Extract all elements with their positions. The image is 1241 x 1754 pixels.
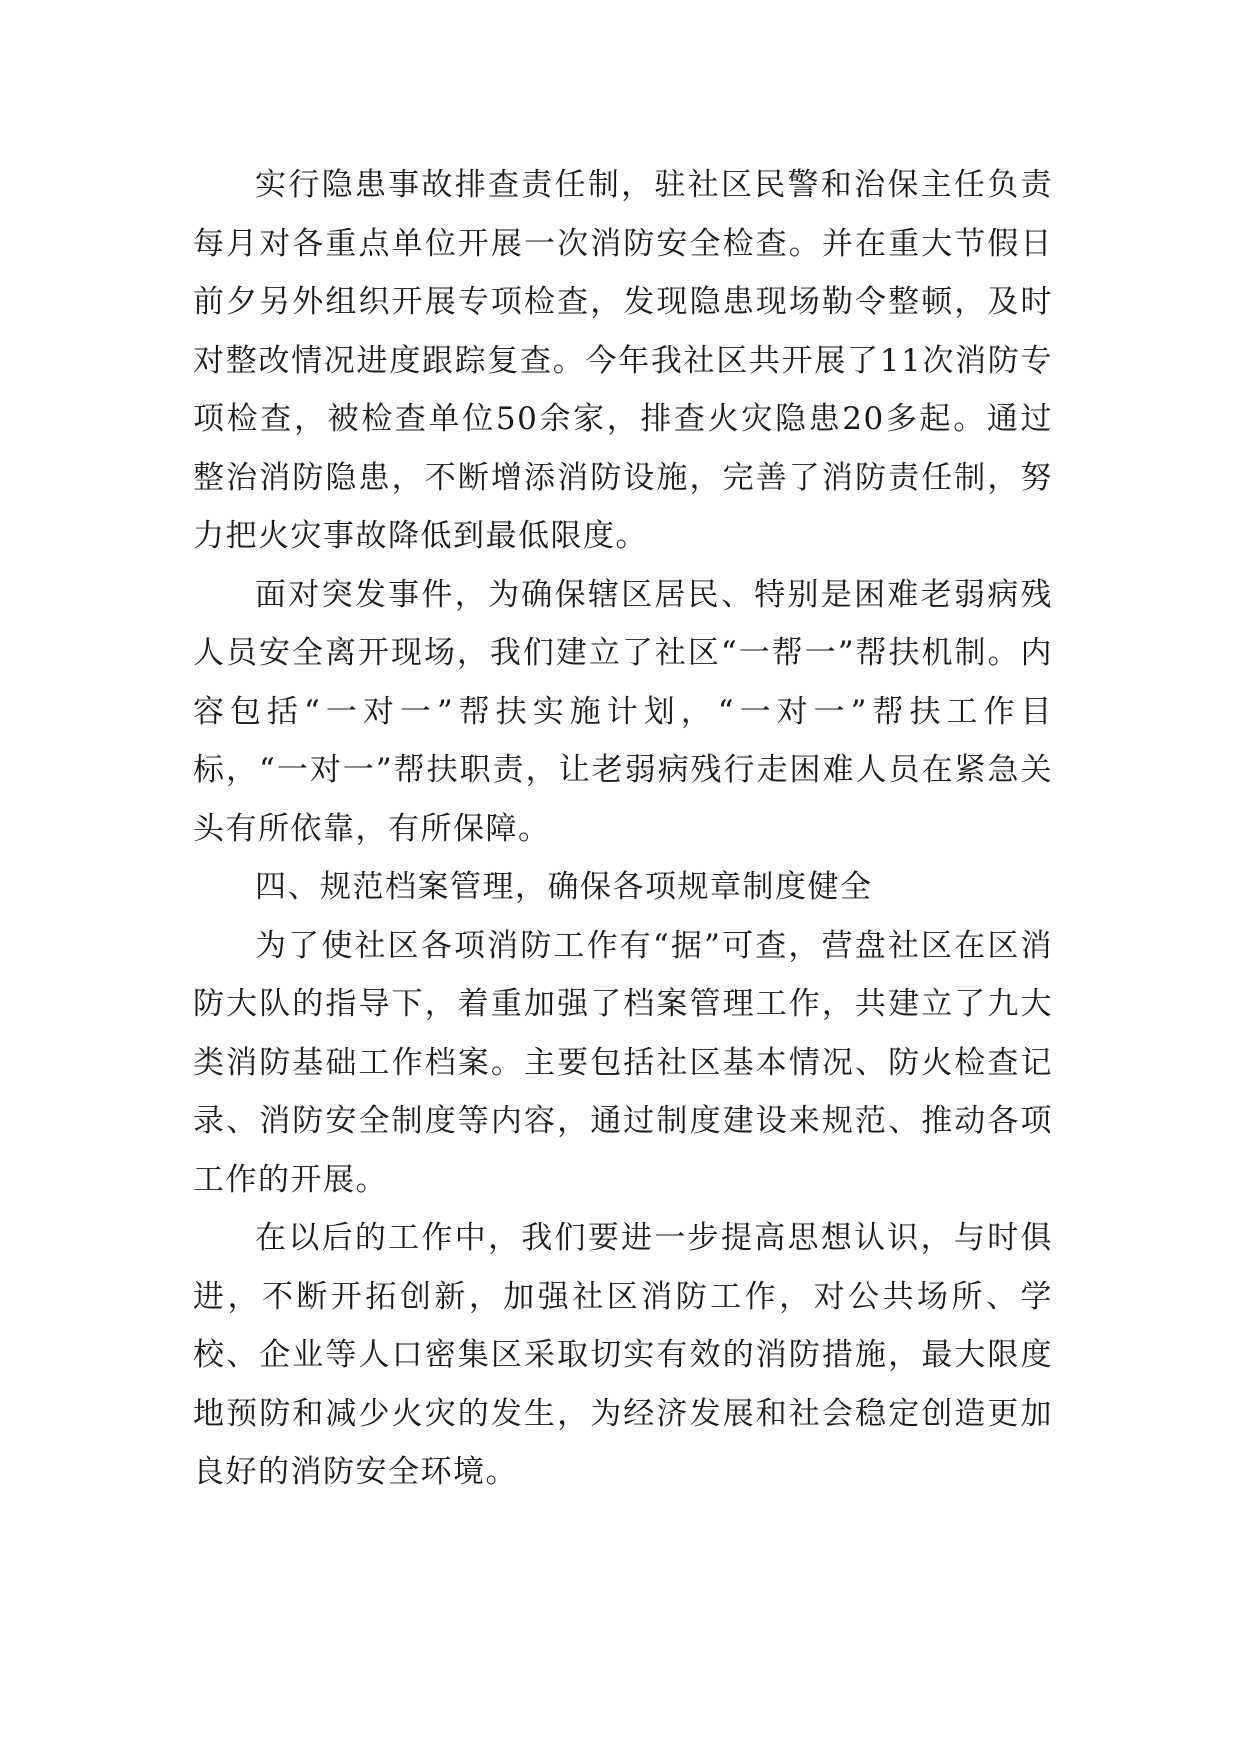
paragraph-future-work: 在以后的工作中，我们要进一步提高思想认识，与时俱进，不断开拓创新，加强社区消防工作，对公共场所、学校、企业等人口密集区采取切实有效的消防措施，最大限度地预防和减少火灾的发生，为经济发展和社会稳定创造更加良好的消防安全环境。 (193, 1220, 1053, 1490)
paragraph-hazard-inspection: 实行隐患事故排查责任制，驻社区民警和治保主任负责每月对各重点单位开展一次消防安全检查。并在重大节假日前夕另外组织开展专项检查，发现隐患现场勒令整顿，及时对整改情况进度跟踪复查。今年我社区共开展了11次消防专项检查，被检查单位50余家，排查火灾隐患20多起。通过整治消防隐患，不断增添消防设施，完善了消防责任制，努力把火灾事故降低到最低限度。 (193, 167, 1053, 554)
paragraph-assistance-mechanism: 面对突发事件，为确保辖区居民、特别是困难老弱病残人员安全离开现场，我们建立了社区“一帮一”帮扶机制。内容包括“一对一”帮扶实施计划，“一对一”帮扶工作目标，“一对一”帮扶职责，让老弱病残行走困难人员在紧急关头有所依靠，有所保障。 (193, 576, 1053, 847)
paragraph-archive-management: 为了使社区各项消防工作有“据”可查，营盘社区在区消防大队的指导下，着重加强了档案管理工作，共建立了九大类消防基础工作档案。主要包括社区基本情况、防火检查记录、消防安全制度等内容，通过制度建设来规范、推动各项工作的开展。 (193, 927, 1053, 1198)
section-heading-archive-management: 四、规范档案管理，确保各项规章制度健全 (255, 869, 873, 905)
document-body (193, 156, 1053, 1502)
